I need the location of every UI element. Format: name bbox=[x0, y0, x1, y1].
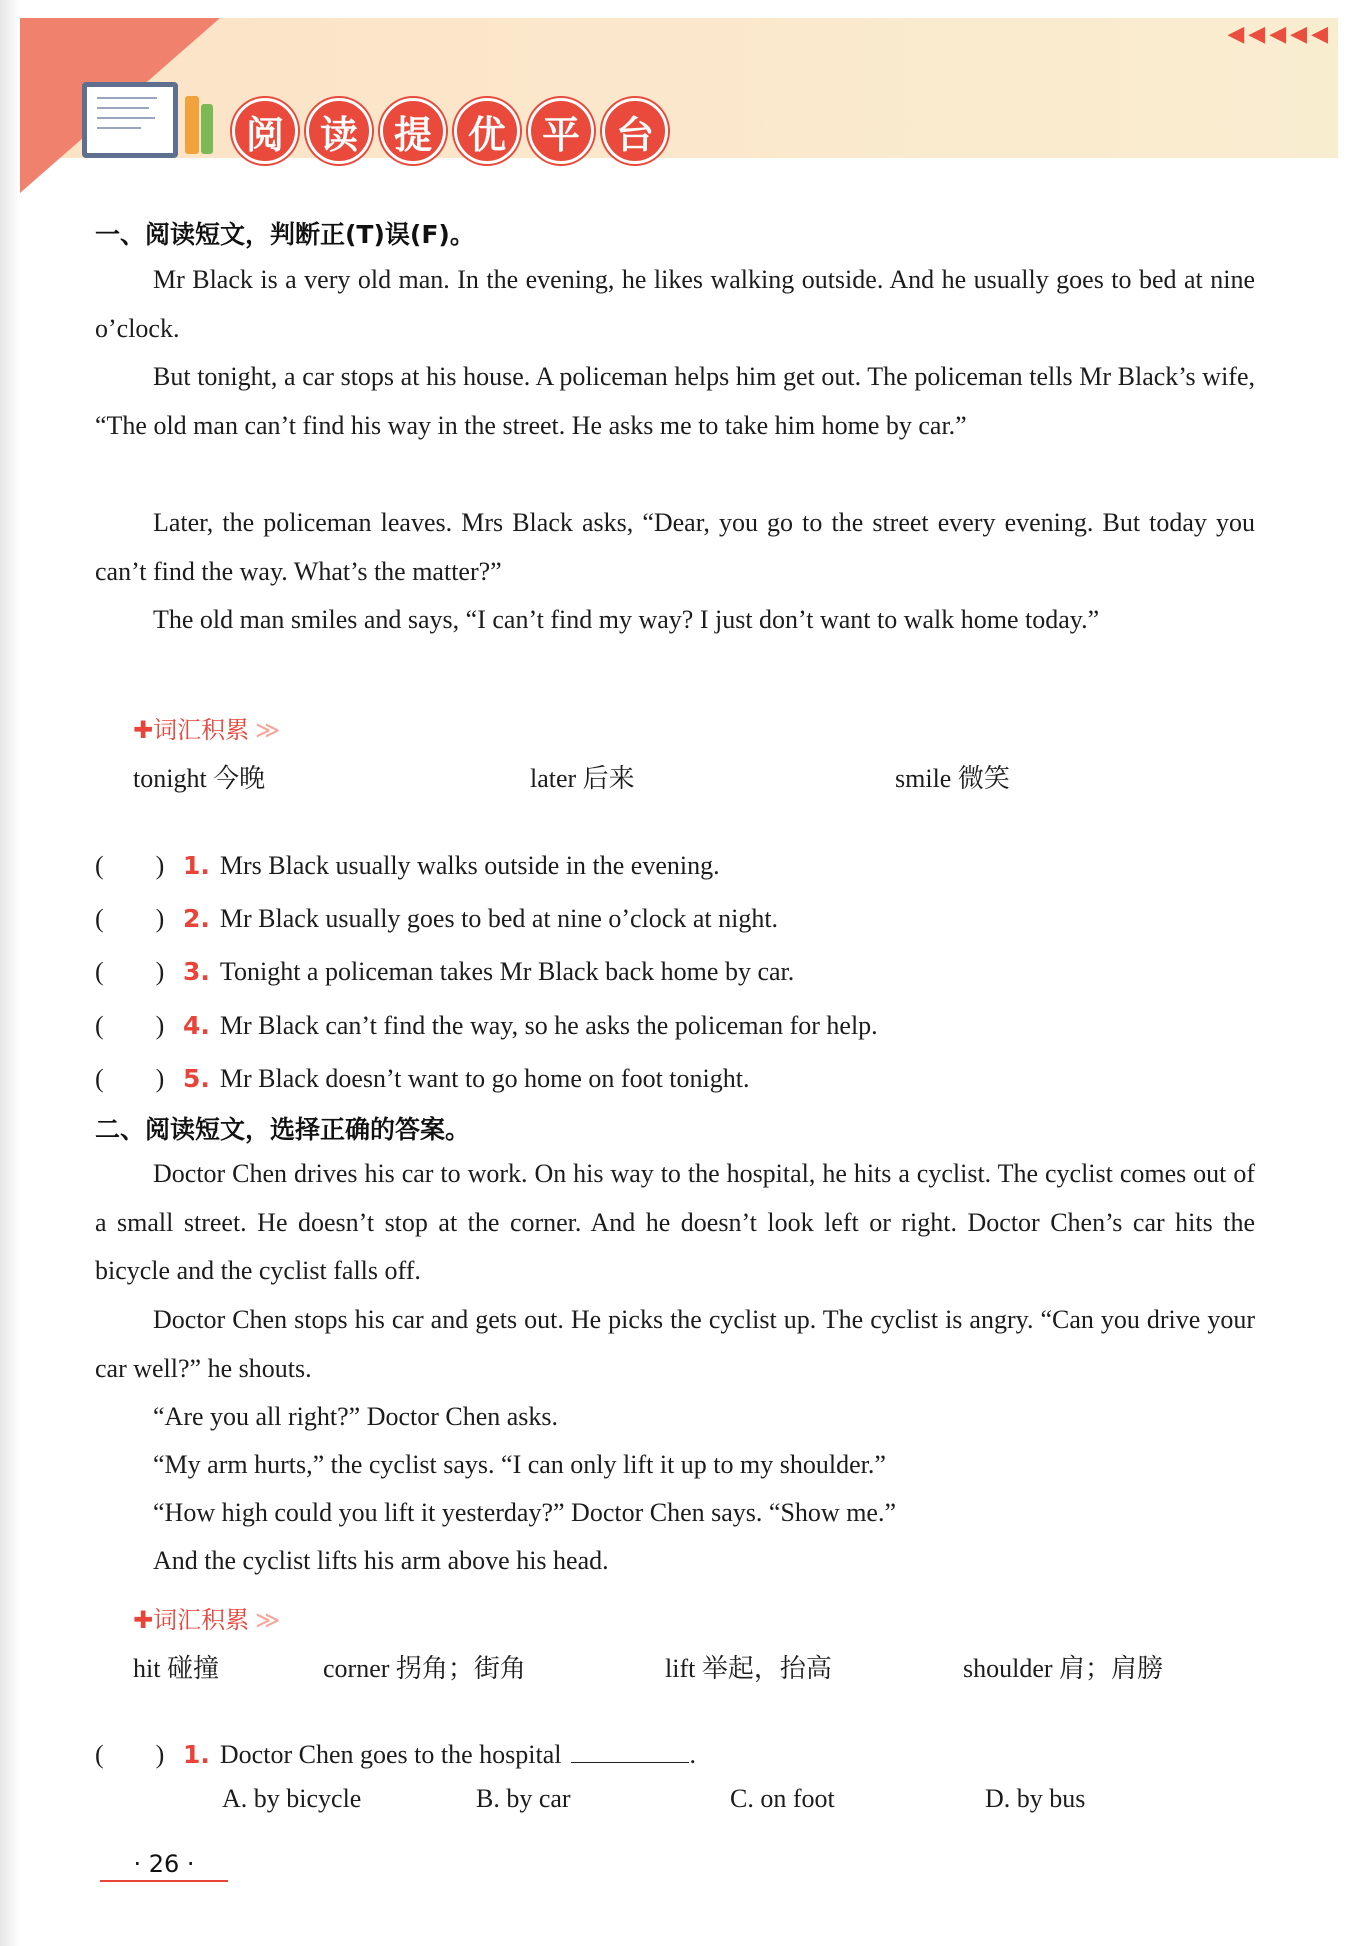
answer-blank[interactable]: ( ) bbox=[95, 1740, 165, 1769]
passage2-paragraph: “Are you all right?” Doctor Chen asks. bbox=[153, 1402, 559, 1431]
passage1-paragraph: Later, the policeman leaves. Mrs Black asks, “Dear, you go to the street every evening. But today you can’t find the way. What’s the matter?” bbox=[95, 508, 1255, 586]
title-char: 台 bbox=[602, 98, 668, 164]
vocab-heading: ✚词汇积累 ≫ bbox=[133, 1606, 281, 1634]
page-edge-shadow bbox=[0, 0, 20, 1946]
vocab-item: lift 举起，抬高 bbox=[665, 1654, 832, 1683]
blackboard-icon bbox=[82, 82, 178, 158]
answer-blank[interactable]: ( ) bbox=[95, 851, 165, 880]
title-char: 优 bbox=[454, 98, 520, 164]
mc-question: ( ) 1. Doctor Chen goes to the hospital . bbox=[95, 1734, 696, 1771]
vocab-item: shoulder 肩；肩膀 bbox=[963, 1654, 1164, 1683]
vocab-item: later 后来 bbox=[530, 764, 635, 793]
pencil-icon bbox=[185, 96, 199, 154]
title-char: 读 bbox=[306, 98, 372, 164]
passage2-paragraph: And the cyclist lifts his arm above his head. bbox=[153, 1546, 609, 1575]
option-d[interactable]: D. by bus bbox=[985, 1784, 1086, 1813]
passage2-paragraph: Doctor Chen drives his car to work. On his way to the hospital, he hits a cyclist. The cyclist comes out of a small street. He doesn’t stop at the corner. And he doesn’t look left or right. Doctor Chen’s car hits the bicycle and the cyclist falls off. bbox=[95, 1159, 1255, 1285]
answer-blank[interactable]: ( ) bbox=[95, 957, 165, 986]
passage1-paragraph: But tonight, a car stops at his house. A policeman helps him get out. The policeman tells Mr Black’s wife, “The old man can’t find his way in the street. He asks me to take him home by car.” bbox=[95, 362, 1255, 440]
answer-blank[interactable]: ( ) bbox=[95, 1064, 165, 1093]
tf-question: ( ) 4. Mr Black can’t find the way, so he asks the policeman for help. bbox=[95, 1005, 878, 1042]
pencil-icon bbox=[201, 104, 213, 154]
tf-question: ( ) 2. Mr Black usually goes to bed at nine o’clock at night. bbox=[95, 898, 778, 935]
passage1-paragraph: The old man smiles and says, “I can’t find my way? I just don’t want to walk home today.” bbox=[153, 605, 1100, 634]
section1-heading: 一、阅读短文，判断正(T)误(F)。 bbox=[95, 220, 475, 249]
title-char: 提 bbox=[380, 98, 446, 164]
vocab-heading: ✚词汇积累 ≫ bbox=[133, 716, 281, 744]
page-title bbox=[232, 98, 668, 164]
vocab-item: hit 碰撞 bbox=[133, 1654, 219, 1683]
tf-question: ( ) 3. Tonight a policeman takes Mr Black back home by car. bbox=[95, 951, 794, 988]
option-c[interactable]: C. on foot bbox=[730, 1784, 835, 1813]
option-a[interactable]: A. by bicycle bbox=[222, 1784, 362, 1813]
option-b[interactable]: B. by car bbox=[476, 1784, 571, 1813]
answer-blank[interactable]: ( ) bbox=[95, 904, 165, 933]
passage2-paragraph: Doctor Chen stops his car and gets out. He picks the cyclist up. The cyclist is angry. “Can you drive your car well?” he shouts. bbox=[95, 1305, 1255, 1383]
passage2-paragraph: “How high could you lift it yesterday?” Doctor Chen says. “Show me.” bbox=[153, 1498, 896, 1527]
passage2-paragraph: “My arm hurts,” the cyclist says. “I can only lift it up to my shoulder.” bbox=[153, 1450, 886, 1479]
vocab-item: tonight 今晚 bbox=[133, 764, 266, 793]
fill-blank[interactable] bbox=[571, 1740, 689, 1763]
title-char: 阅 bbox=[232, 98, 298, 164]
vocab-item: corner 拐角；街角 bbox=[323, 1654, 526, 1683]
arrow-decoration-icon: ◀◀◀◀◀ bbox=[1227, 22, 1332, 47]
answer-blank[interactable]: ( ) bbox=[95, 1011, 165, 1040]
title-char: 平 bbox=[528, 98, 594, 164]
tf-question: ( ) 1. Mrs Black usually walks outside in the evening. bbox=[95, 845, 720, 882]
page-number: · 26 · bbox=[100, 1850, 228, 1882]
section2-heading: 二、阅读短文，选择正确的答案。 bbox=[95, 1115, 471, 1144]
passage1-paragraph: Mr Black is a very old man. In the evening, he likes walking outside. And he usually goes to bed at nine o’clock. bbox=[95, 265, 1255, 343]
vocab-item: smile 微笑 bbox=[895, 764, 1010, 793]
tf-question: ( ) 5. Mr Black doesn’t want to go home on foot tonight. bbox=[95, 1058, 749, 1095]
